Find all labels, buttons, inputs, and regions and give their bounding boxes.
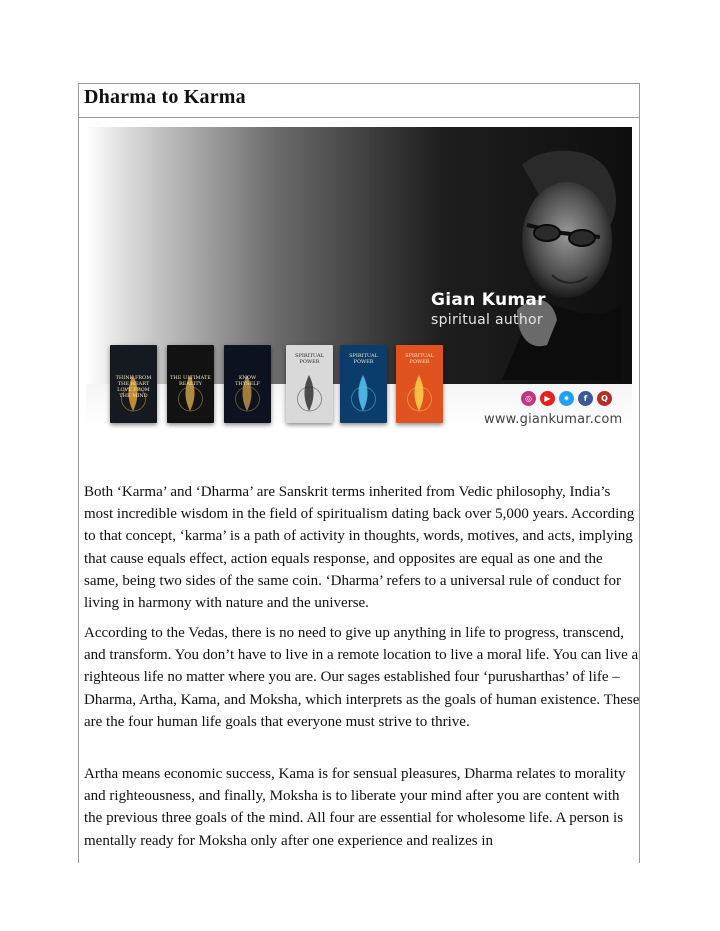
twitter-icon-glyph: ✷ [563, 394, 570, 403]
quora-icon-glyph: Q [601, 394, 608, 403]
book-cover [167, 345, 214, 423]
facebook-icon-glyph: f [583, 394, 588, 403]
book-cover [224, 345, 271, 423]
book-cover [110, 345, 157, 423]
paragraph-2: According to the Vedas, there is no need to give up anything in life to progress, transcend, and transform. You don’t have to live in a remote location to live a moral life. You can live a righteous life no matter where you are. Our sages established four ‘purusharthas’ of life – Dharma, Artha, Kama, and Moksha, which interprets as the goals of human existence. These are the four human life goals that everyone must strive to thrive. [84, 625, 640, 730]
title-divider [79, 117, 639, 118]
book-cover [396, 345, 443, 423]
author-role: spiritual author [431, 312, 543, 328]
book-cover [340, 345, 387, 423]
youtube-icon-glyph: ▶ [544, 394, 551, 403]
instagram-icon [521, 391, 536, 406]
book-title: SPIRITUAL POWER [295, 353, 324, 365]
website-url: www.giankumar.com [484, 412, 623, 427]
book-title: THINK FROM THE HEART LOVE FROM THE MIND [115, 375, 152, 399]
facebook-icon [578, 391, 593, 406]
author-banner-image [86, 127, 632, 430]
quora-icon [597, 391, 612, 406]
youtube-icon [540, 391, 555, 406]
book-title: SPIRITUAL POWER [405, 353, 434, 365]
paragraph-3: Artha means economic success, Kama is for sensual pleasures, Dharma relates to morality and righteousness, and finally, Moksha is to liberate your mind after you are content with the previous three goals of the mind. All four are essential for wholesome life. A person is mentally ready for Moksha only after one experience and realizes in [84, 766, 626, 849]
instagram-icon-glyph: ◎ [525, 394, 532, 403]
book-title: KNOW THYSELF [235, 375, 260, 387]
author-portrait [472, 145, 622, 380]
book-title: SPIRITUAL POWER [349, 353, 378, 365]
book-title: THE ULTIMATE REALITY [170, 375, 211, 387]
document-title: Dharma to Karma [84, 86, 246, 108]
book-cover [286, 345, 333, 423]
author-name: Gian Kumar [431, 290, 546, 310]
twitter-icon [559, 391, 574, 406]
paragraph-1: Both ‘Karma’ and ‘Dharma’ are Sanskrit terms inherited from Vedic philosophy, India’s most incredible wisdom in the field of spiritualism dating back over 5,000 years. According to that concept, ‘karma’ is a path of activity in thoughts, words, motives, and acts, implying that cause equals effect, action equals response, and opposites are equal as one and the same, being two sides of the same coin. ‘Dharma’ refers to a universal rule of conduct for living in harmony with nature and the universe. [84, 484, 635, 612]
